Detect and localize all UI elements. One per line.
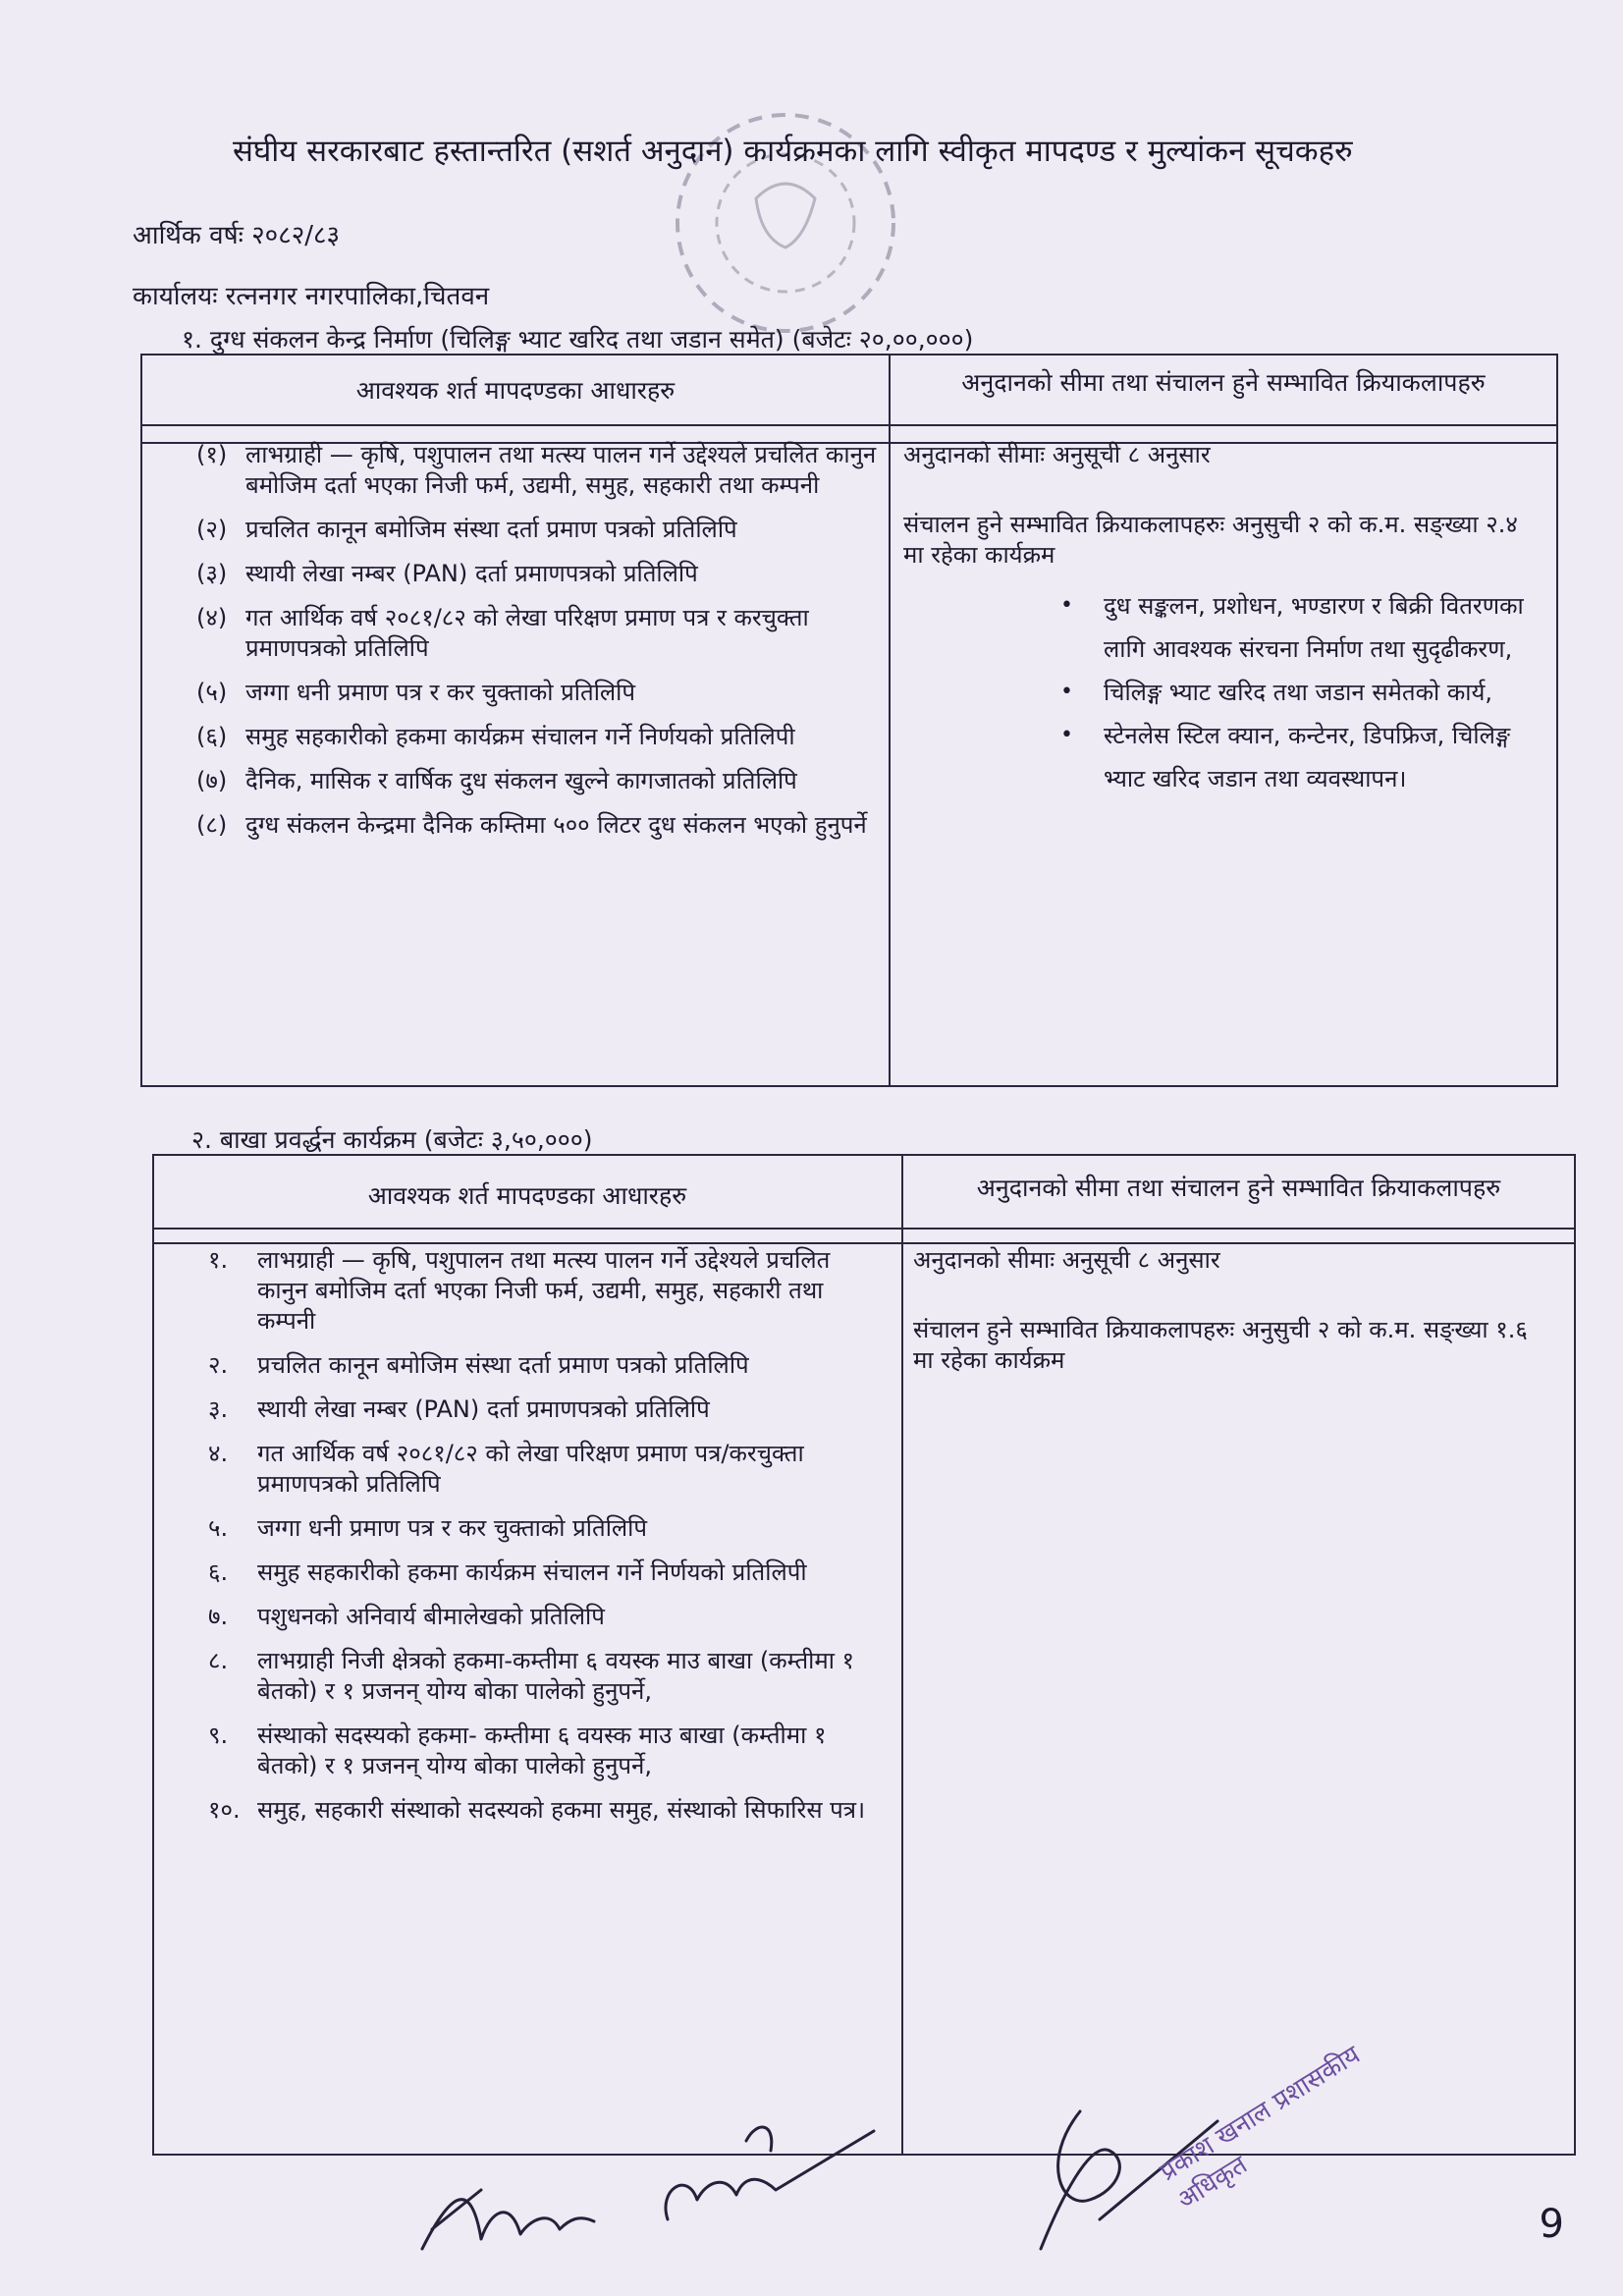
signature-1 xyxy=(412,2151,609,2269)
table-divider xyxy=(152,1228,1576,1230)
activities-text: संचालन हुने सम्भावित क्रियाकलापहरुः अनुसुची २ को क.म. सङ्ख्या २.४ मा रहेका कार्यक्रम xyxy=(903,511,1518,569)
section-1-right-column xyxy=(903,440,1532,800)
criterion-item: २. प्रचलित कानून बमोजिम संस्था दर्ता प्रमाण पत्रको प्रतिलिपि xyxy=(208,1351,749,1379)
criterion-item: ५. जग्गा धनी प्रमाण पत्र र कर चुक्ताको प्रतिलिपि xyxy=(208,1514,648,1542)
table-divider xyxy=(889,354,891,1087)
table-divider xyxy=(152,1242,1576,1244)
section-2-criteria-list xyxy=(208,1245,886,1839)
page-number: 9 xyxy=(1539,2202,1564,2247)
criterion-item: (५) जग्गा धनी प्रमाण पत्र र कर चुक्ताको प्रतिलिपि xyxy=(196,679,636,706)
signature-2 xyxy=(648,2111,893,2239)
bullet-item: • स्टेनलेस स्टिल क्यान, कन्टेनर, डिपफ्रिज, चिलिङ्ग भ्याट खरिद जडान तथा व्यवस्थापन। xyxy=(1060,722,1511,793)
fiscal-year: आर्थिक वर्षः २०८२/८३ xyxy=(133,221,341,250)
section-2-heading: २. बाखा प्रवर्द्धन कार्यक्रम (बजेटः ३,५०,०००) xyxy=(191,1125,593,1154)
criterion-item: ६. समुह सहकारीको हकमा कार्यक्रम संचालन गर्ने निर्णयको प्रतिलिपी xyxy=(208,1558,807,1586)
section-1-criteria-list xyxy=(196,440,884,854)
criterion-item: (१) लाभग्राही — कृषि, पशुपालन तथा मत्स्य पालन गर्ने उद्देश्यले प्रचलित कानुन बमोजिम दर्ता भएका निजी फर्म, उद्यमी, समुह, सहकारी तथा कम्पनी xyxy=(196,441,877,499)
criterion-item: (४) गत आर्थिक वर्ष २०८१/८२ को लेखा परिक्षण प्रमाण पत्र र करचुक्ता प्रमाणपत्रको प्रतिलिपि xyxy=(196,604,809,662)
table-divider xyxy=(140,424,1558,426)
document-title: संघीय सरकारबाट हस्तान्तरित (सशर्त अनुदान) कार्यक्रमका लागि स्वीकृत मापदण्ड र मुल्यांकन सूचकहरु xyxy=(233,134,1353,169)
criterion-item: ४. गत आर्थिक वर्ष २०८१/८२ को लेखा परिक्षण प्रमाण पत्र/करचुक्ता प्रमाणपत्रको प्रतिलिपि xyxy=(208,1440,804,1498)
bullet-item: • चिलिङ्ग भ्याट खरिद तथा जडान समेतको कार्य, xyxy=(1060,679,1493,706)
bullet-item: • दुध सङ्कलन, प्रशोधन, भण्डारण र बिक्री वितरणका लागि आवश्यक संरचना निर्माण तथा सुदृढीकरण, xyxy=(1060,592,1524,663)
section-1-col-left-header: आवश्यक शर्त मापदण्डका आधारहरु xyxy=(355,376,676,405)
activities-text: संचालन हुने सम्भावित क्रियाकलापहरुः अनुसुची २ को क.म. सङ्ख्या १.६ मा रहेका कार्यक्रम xyxy=(913,1316,1528,1374)
criterion-item: (२) प्रचलित कानून बमोजिम संस्था दर्ता प्रमाण पत्रको प्रतिलिपि xyxy=(196,516,737,543)
criterion-item: ९. संस्थाको सदस्यको हकमा- कम्तीमा ६ वयस्क माउ बाखा (कम्तीमा १ बेतको) र १ प्रजनन् योग्य बोका पालेको हुनुपर्ने, xyxy=(208,1722,827,1779)
table-divider xyxy=(901,1154,903,2156)
criterion-item: (३) स्थायी लेखा नम्बर (PAN) दर्ता प्रमाणपत्रको प्रतिलिपि xyxy=(196,560,698,587)
criterion-item: १. लाभग्राही — कृषि, पशुपालन तथा मत्स्य पालन गर्ने उद्देश्यले प्रचलित कानुन बमोजिम दर्ता भएका निजी फर्म, उद्यमी, समुह, सहकारी तथा कम्पनी xyxy=(208,1246,831,1335)
criterion-item: १०. समुह, सहकारी संस्थाको सदस्यको हकमा समुह, संस्थाको सिफारिस पत्र। xyxy=(208,1796,866,1824)
office-name: कार्यालयः रत्ननगर नगरपालिका,चितवन xyxy=(133,282,490,311)
criterion-item: ८. लाभग्राही निजी क्षेत्रको हकमा-कम्तीमा ६ वयस्क माउ बाखा (कम्तीमा १ बेतको) र १ प्रजनन् योग्य बोका पालेको हुनुपर्ने, xyxy=(208,1647,855,1705)
criterion-item: ७. पशुधनको अनिवार्य बीमालेखको प्रतिलिपि xyxy=(208,1603,605,1630)
criterion-item: (६) समुह सहकारीको हकमा कार्यक्रम संचालन गर्ने निर्णयको प्रतिलिपी xyxy=(196,723,795,750)
section-2-col-right-header: अनुदानको सीमा तथा संचालन हुने सम्भावित क्रियाकलापहरु xyxy=(976,1174,1501,1202)
section-1-heading: १. दुग्ध संकलन केन्द्र निर्माण (चिलिङ्ग भ्याट खरिद तथा जडान समेत) (बजेटः २०,००,०००) xyxy=(182,325,974,354)
section-2-right-column xyxy=(913,1245,1551,1376)
criterion-item: (७) दैनिक, मासिक र वार्षिक दुध संकलन खुल्ने कागजातको प्रतिलिपि xyxy=(196,767,797,794)
officer-stamp-text: प्रकाश खनाल प्रशासकीय अधिकृत xyxy=(1155,2040,1366,2215)
grant-limit-text: अनुदानको सीमाः अनुसूची ८ अनुसार xyxy=(913,1246,1220,1274)
section-2-col-left-header: आवश्यक शर्त मापदण्डका आधारहरु xyxy=(367,1181,687,1210)
criterion-item: ३. स्थायी लेखा नम्बर (PAN) दर्ता प्रमाणपत्रको प्रतिलिपि xyxy=(208,1395,710,1423)
activities-bullet-list xyxy=(903,584,1532,800)
criterion-item: (८) दुग्ध संकलन केन्द्रमा दैनिक कम्तिमा ५०० लिटर दुध संकलन भएको हुनुपर्ने xyxy=(196,811,867,839)
section-1-col-right-header: अनुदानको सीमा तथा संचालन हुने सम्भावित क्रियाकलापहरु xyxy=(961,368,1486,397)
grant-limit-text: अनुदानको सीमाः अनुसूची ८ अनुसार xyxy=(903,441,1211,468)
